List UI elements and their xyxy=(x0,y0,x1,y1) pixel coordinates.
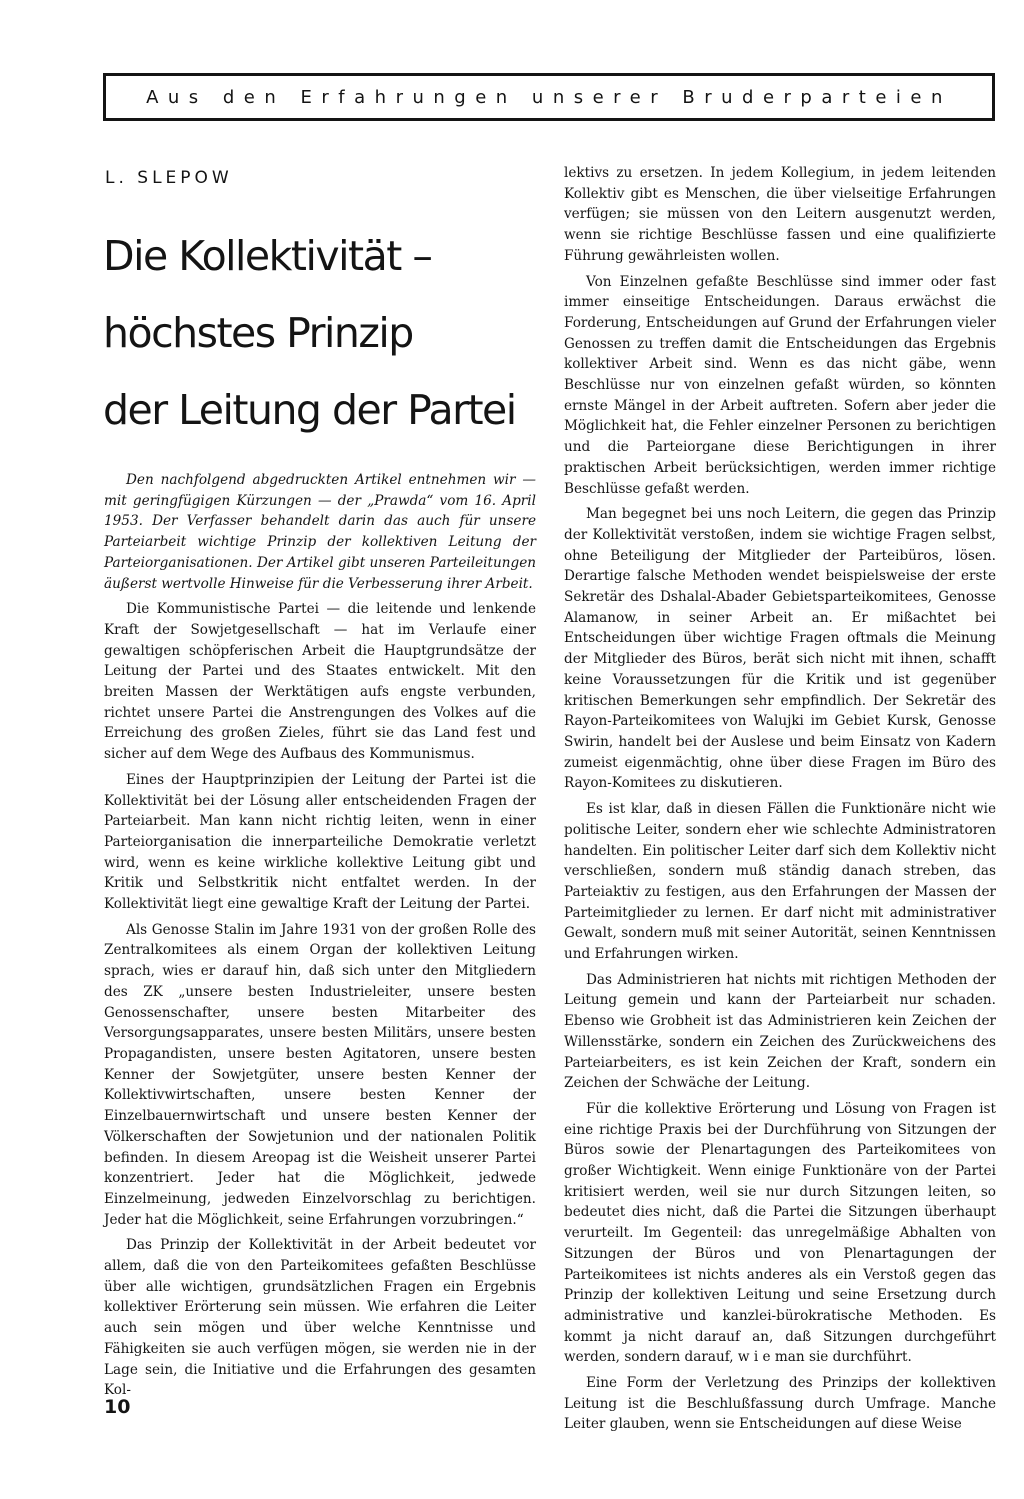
body-paragraph: Als Genosse Stalin im Jahre 1931 von der großen Rolle des Zentralkomitees als einem Organ der kollektiven Leitung sprach, wies er darauf hin, daß sich unter den Mitgliedern des ZK „unsere besten Industrieleiter, unsere besten Genossenschafter, unsere besten Mitarbeiter des Versorgungsapparates, unsere besten Militärs, unsere besten Propagandisten, unsere besten Agitatoren, unsere besten Kenner der Sowjetgüter, unsere besten Kenner der Kollektivwirtschaften, unsere besten Kenner der Einzelbauernwirtschaft und unsere besten Kenner der Völkerschaften der Sowjetunion und der nationalen Politik befinden. In diesem Areopag ist die Weisheit unserer Partei konzentriert. Jeder hat die Möglichkeit, jedwede Einzelmeinung, jedweden Einzelvorschlag zu berichtigen. Jeder hat die Möglichkeit, seine Erfahrungen vorzubringen.“ xyxy=(104,921,536,1228)
body-paragraph: Von Einzelnen gefaßte Beschlüsse sind immer oder fast immer einseitige Entscheidungen. Daraus erwächst die Forderung, Entscheidungen auf Grund der Erfahrungen vieler Genossen zu treffen damit die Entscheidungen das Ergebnis kollektiver Arbeit sind. Wenn es das nicht gäbe, wenn Beschlüsse nur von einzelnen gefaßt würden, so könnten ernste Mängel in der Arbeit auftreten. Sofern aber jeder die Möglichkeit hat, die Fehler einzelner Personen zu berichtigen und die Parteiorgane diese Berichtigungen in ihrer praktischen Arbeit berücksichtigen, werden immer richtige Beschlüsse gefaßt werden. xyxy=(564,273,996,497)
body-paragraph: Das Prinzip der Kollektivität in der Arbeit bedeutet vor allem, daß die von den Parteikomitees gefaßten Beschlüsse über alle wichtigen, grundsätzlichen Fragen ein Ergebnis kollektiver Erörterung sein müssen. Wie erfahren die Leiter auch sein mögen und über welche Kenntnisse und Fähigkeiten sie auch verfügen mögen, sie werden nie in der Lage sein, die Initiative und die Erfahrungen des gesamten Kol- xyxy=(104,1237,536,1399)
body-paragraph: Die Kommunistische Partei — die leitende und lenkende Kraft der Sowjetgesellschaft — hat im Verlaufe einer gewaltigen schöpferischen Arbeit die Hauptgrundsätze der Leitung der Partei und des Staates entwickelt. Mit den breiten Massen der Werktätigen aufs engste verbunden, richtet unsere Partei die Anstrengungen des Volkes auf die Erreichung des großen Zieles, führt sie das Land fest und sicher auf dem Wege des Aufbaus des Kommunismus. xyxy=(104,601,536,763)
article-intro: Den nachfolgend abgedruckten Artikel entnehmen wir — mit geringfügigen Kürzungen — der „Prawda“ vom 16. April 1953. Der Verfasser behandelt darin das auch für unsere Parteiarbeit wichtige Prinzip der kollektiven Leitung der Parteiorganisationen. Der Artikel gibt unseren Parteileitungen äußerst wertvolle Hinweise für die Verbesserung ihrer Arbeit. xyxy=(104,472,536,592)
right-column xyxy=(564,163,996,1440)
article-title xyxy=(103,218,543,449)
body-paragraph: lektivs zu ersetzen. In jedem Kollegium, in jedem leitenden Kollektiv gibt es Menschen, die über vielseitige Erfahrungen verfügen; sie müssen von den Leitern ausgenutzt werden, wenn sie richtige Beschlüsse fassen und eine qualifizierte Führung gewährleisten wollen. xyxy=(564,165,996,264)
section-header-text: Aus den Erfahrungen unserer Bruderparteien xyxy=(146,86,952,108)
article-title-line: der Leitung der Partei xyxy=(103,386,516,434)
body-paragraph: Es ist klar, daß in diesen Fällen die Funktionäre nicht wie politische Leiter, sondern eher wie schlechte Administratoren handelten. Ein politischer Leiter darf sich dem Kollektiv nicht verschließen, sondern muß ständig danach streben, das Parteiaktiv zu festigen, aus den Erfahrungen der Massen der Parteimitglieder zu lernen. Er darf nicht mit administrativer Gewalt, sondern muß mit seiner Autorität, seinen Kenntnissen und Erfahrungen wirken. xyxy=(564,801,996,963)
article-title-line: Die Kollektivität – xyxy=(103,232,432,280)
body-paragraph: Das Administrieren hat nichts mit richtigen Methoden der Leitung gemein und kann der Parteiarbeit nur schaden. Ebenso wie Grobheit ist das Administrieren kein Zeichen der Willensstärke, sondern ein Zeichen des Zurückweichens des Parteiarbeiters, es ist kein Zeichen der Kraft, sondern ein Zeichen der Schwäche der Leitung. xyxy=(564,971,996,1092)
body-paragraph: Eine Form der Verletzung des Prinzips der kollektiven Leitung ist die Beschlußfassung durch Umfrage. Manche Leiter glauben, wenn sie Entscheidungen auf diese Weise xyxy=(564,1375,996,1433)
left-column xyxy=(104,470,536,1406)
body-paragraph: Für die kollektive Erörterung und Lösung von Fragen ist eine richtige Praxis bei der Durchführung von Sitzungen der Büros sowie der Plenartagungen des Parteikomitees von großer Wichtigkeit. Wenn einige Funktionäre von der Partei kritisiert werden, weil sie nur durch Sitzungen leiten, so bedeutet dies nicht, daß die Partei die Sitzungen überhaupt verurteilt. Im Gegenteil: das unregelmäßige Abhalten von Sitzungen der Büros und von Plenartagungen der Parteikomitees ist nichts anderes als ein Verstoß gegen das Prinzip der kollektiven Leitung und seine Ersetzung durch administrative und kanzlei-bürokratische Methoden. Es kommt ja nicht darauf an, daß Sitzungen durchgeführt werden, sondern darauf, w i e man sie durchführt. xyxy=(564,1100,996,1366)
section-header xyxy=(103,73,995,121)
body-paragraph: Man begegnet bei uns noch Leitern, die gegen das Prinzip der Kollektivität verstoßen, indem sie wichtige Fragen selbst, ohne Beteiligung der Mitglieder der Parteibüros, lösen. Derartige falsche Methoden wendet beispielsweise der erste Sekretär des Dshalal-Abader Gebietsparteikomitees, Genosse Alamanow, in seiner Arbeit an. Er mißachtet bei Entscheidungen über wichtige Fragen oftmals die Meinung der Mitglieder des Büros, berät sich nicht mit ihnen, schafft keine Voraussetzungen für die Kritik und ist gegenüber kritischen Bemerkungen sehr empfindlich. Der Sekretär des Rayon-Parteikomitees von Walujki im Gebiet Kursk, Genosse Swirin, handelt bei der Auslese und beim Einsatz von Kadern zumeist eigenmächtig, ohne über diese Fragen im Büro des Rayon-Komitees zu diskutieren. xyxy=(564,506,996,792)
article-title-line: höchstes Prinzip xyxy=(103,309,413,357)
page-number: 10 xyxy=(104,1396,131,1418)
body-paragraph: Eines der Hauptprinzipien der Leitung der Partei ist die Kollektivität bei der Lösung aller entscheidenden Fragen der Parteiarbeit. Man kann nicht richtig leiten, wenn in einer Parteiorganisation die innerparteiliche Demokratie verletzt wird, wenn es keine wirkliche kollektive Leitung gibt und Kritik und Selbstkritik nicht entfaltet werden. In der Kollektivität liegt eine gewaltige Kraft der Leitung der Partei. xyxy=(104,771,536,913)
article-author: L. SLEPOW xyxy=(105,168,233,188)
